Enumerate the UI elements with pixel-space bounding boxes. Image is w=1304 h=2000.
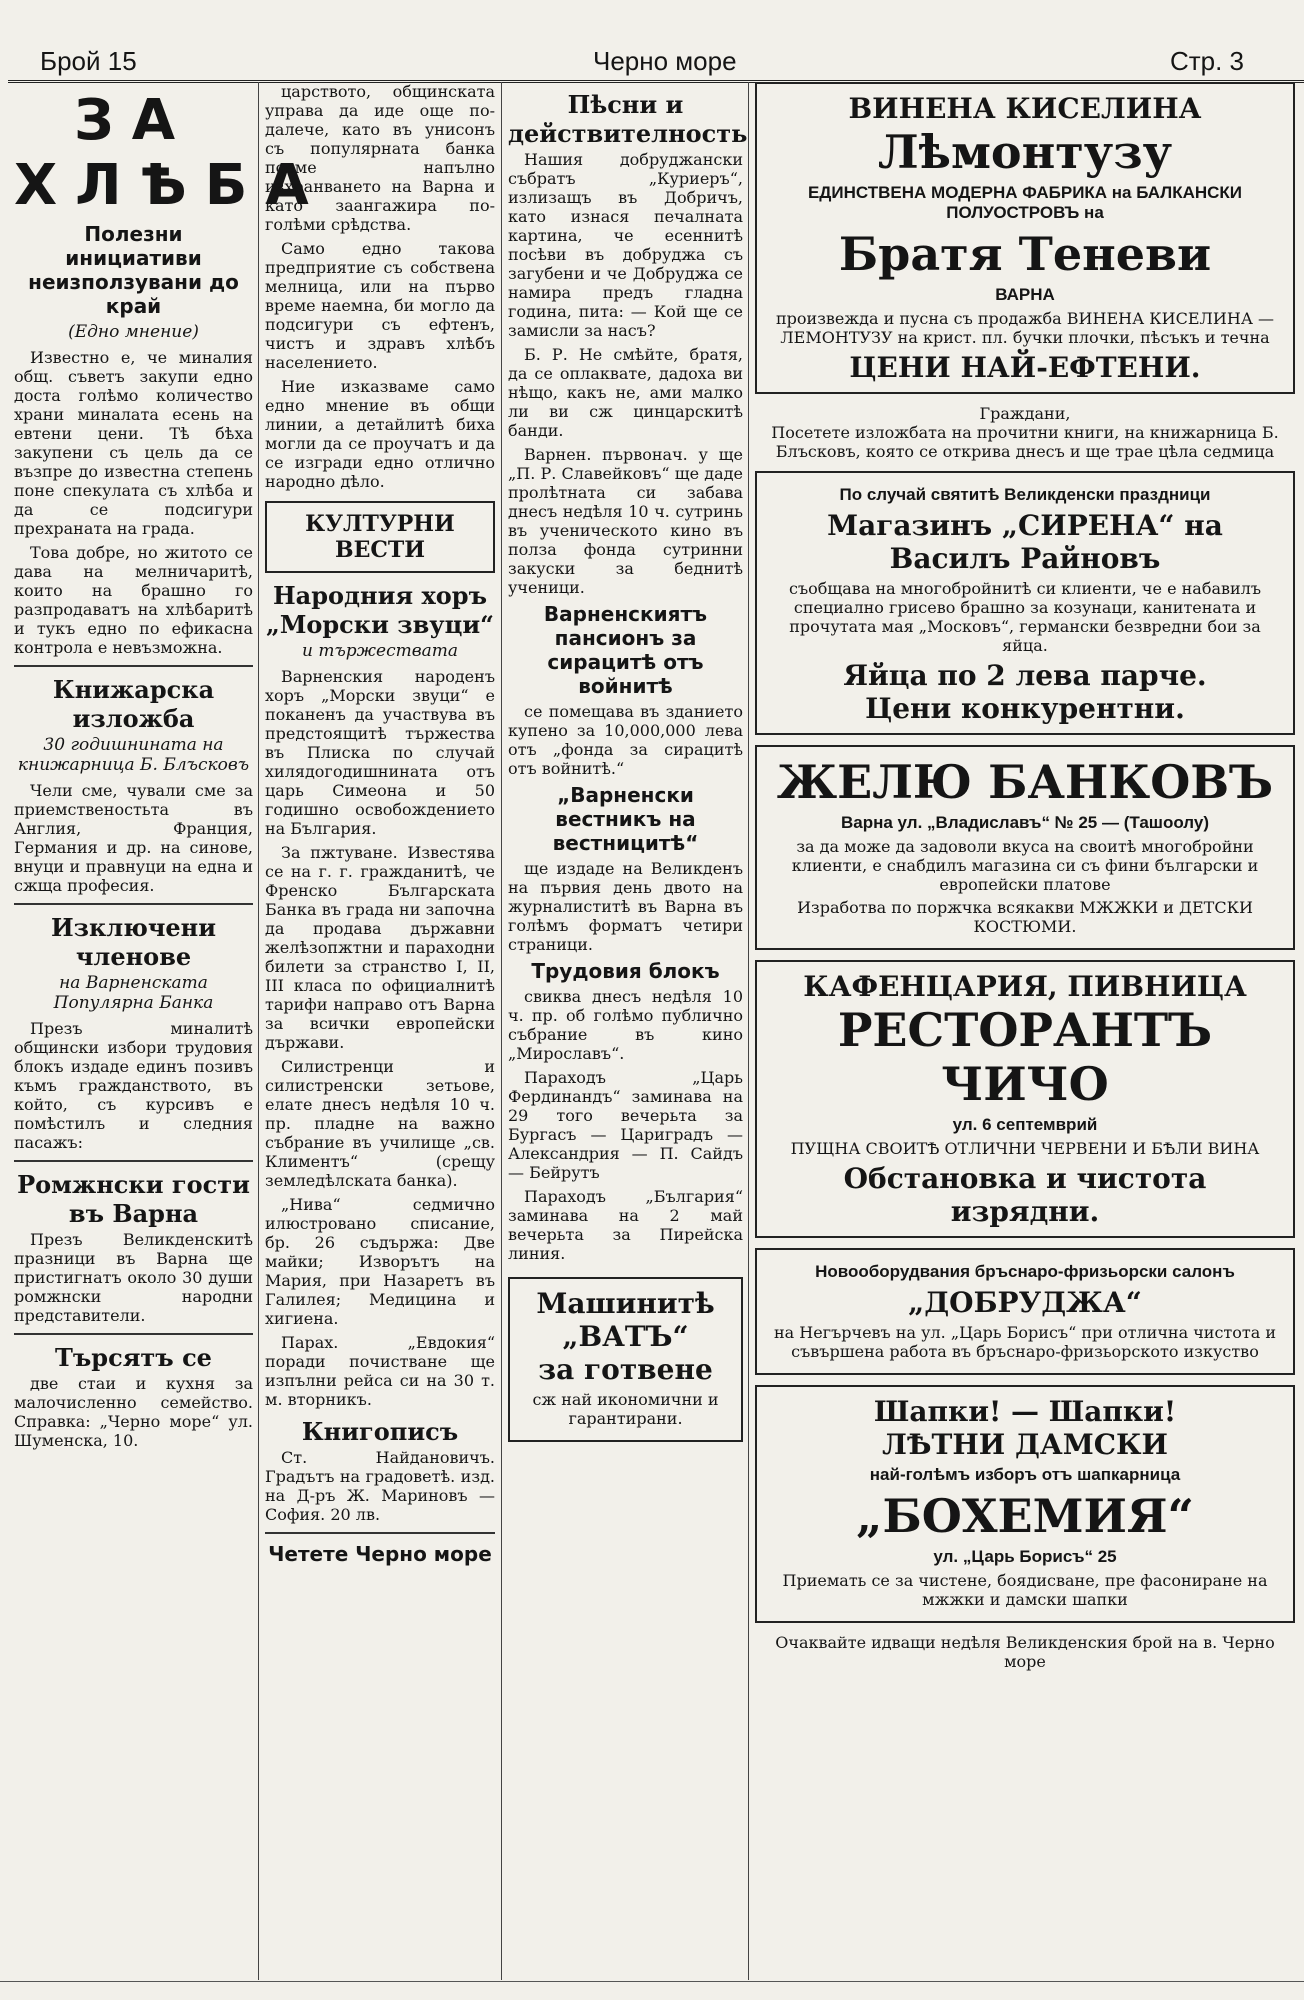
column-2 xyxy=(265,82,495,1980)
divider xyxy=(14,1333,253,1335)
book-exhibition-title: Книжарска изложба xyxy=(52,675,215,733)
article-paragraph: Презъ Великденскитѣ празници въ Варна ще пристигнатъ около 30 души ромжнски народни представители. xyxy=(14,1230,253,1325)
easter-issue-note: Очаквайте идващи недѣля Великденския брой на в. Черно море xyxy=(775,1633,1275,1671)
dobrudzha-name: „ДОБРУДЖА“ xyxy=(908,1286,1142,1319)
sirena-head: По случай святитѣ Великденски праздници xyxy=(839,485,1211,504)
sirena-text: съобщава на многобройнитѣ си клиенти, че е набавилъ специално грисево брашно за козунаци, канитената и прочутата мая „Московъ“, германски безвредни бои за яйца. xyxy=(788,579,1262,655)
pension-title: Варненскиятъ пансионъ за сирацитѣ отъ войнитѣ xyxy=(543,602,708,698)
bohemia-name: „БОХЕМИЯ“ xyxy=(856,1489,1194,1543)
sirena-price: Цени конкурентни. xyxy=(865,692,1185,725)
lemontuzu-city: ВАРНА xyxy=(995,285,1055,304)
sirena-advert xyxy=(755,471,1295,735)
opinion-note: (Едно мнение) xyxy=(68,322,199,342)
chicho-clean: Обстановка и чистота изрядни. xyxy=(843,1162,1207,1228)
stove-brand: „ВАТЪ“ xyxy=(562,1320,689,1353)
article-paragraph: Нашия добруджански събратъ „Куриеръ“, излизащъ въ Добричъ, като изнася печалната картина, че есеннитѣ посѣви въ добруджа съ загубени и че Добруджа се намира предъ гладна година, пита: — Кой ще се замисли за насъ? xyxy=(508,150,743,340)
article-paragraph: Варнен. първонач. у ще „П. Р. Славейковъ“ ще даде пролѣтната си забава днесъ недѣля 10 ч. сутринь въ ученическото кино въ полза фонда сутринни закуски за беднитѣ ученици. xyxy=(508,445,743,597)
article-paragraph: ще издаде на Великденъ на първия день двото на журналиститѣ въ Варна въ голѣмъ форматъ четири страници. xyxy=(508,859,743,954)
column-4-adverts xyxy=(755,82,1295,1980)
page-header xyxy=(8,40,1304,83)
lemontuzu-top: ВИНЕНА КИСЕЛИНА xyxy=(848,92,1202,125)
article-paragraph: свиква днесъ недѣля 10 ч. пр. об голѣмо публично събрание въ кино „Мирославъ“. xyxy=(508,987,743,1063)
bankov-name: ЖЕЛЮ БАНКОВЪ xyxy=(776,755,1274,809)
article-paragraph: Презъ миналитѣ общински избори трудовия блокъ издаде единъ позивъ къмъ гражданството, въ който, съ курсивъ е помѣстилъ и следния пасажъ: xyxy=(14,1019,253,1152)
divider xyxy=(14,903,253,905)
bohemia-advert xyxy=(755,1385,1295,1623)
column-3 xyxy=(508,82,748,1980)
page-number: Стр. 3 xyxy=(1169,46,1244,76)
article-paragraph: Само едно такова предприятие съ собствена мелница, или на първо време наемна, би могло да подсигури съ ефтенъ, чистъ и здравъ хлѣбъ населението. xyxy=(265,239,495,372)
lemontuzu-line: ЕДИНСТВЕНА МОДЕРНА ФАБРИКА на БАЛКАНСКИ ПОЛУОСТРОВЪ на xyxy=(807,183,1243,222)
stove-advert xyxy=(508,1277,743,1442)
main-subheadline: Полезни инициативи неизползувани до край xyxy=(28,222,239,318)
issue-number: Брой 15 xyxy=(40,46,137,76)
divider xyxy=(265,1532,495,1534)
divider xyxy=(14,1160,253,1162)
page-bottom-edge xyxy=(0,1981,1304,2000)
dobrudzha-text: на Негърчевъ на ул. „Царь Борисъ“ при отлична чистота и съвършена работа въ бръснаро-фризьорското изкуство xyxy=(773,1323,1277,1361)
dobrudzha-advert xyxy=(755,1248,1295,1375)
article-paragraph: две стаи и кухня за малочисленно семейство. Справка: „Черно море“ ул. Шуменска, 10. xyxy=(14,1374,253,1450)
bohemia-address: ул. „Царь Борисъ“ 25 xyxy=(933,1547,1117,1566)
stove-title: Машинитѣ xyxy=(536,1287,715,1320)
article-paragraph: Ние изказваме само едно мнение въ общи линии, а детайлитѣ биха могли да се проучатъ и да се изгради едно отлично народно дѣло. xyxy=(265,377,495,491)
lemontuzu-text: произвежда и пусна съ продажба ВИНЕНА КИСЕЛИНА — ЛЕМОНТУЗУ на крист. пл. бучки плочки, пѣсъкъ и течна xyxy=(775,309,1275,347)
article-paragraph: царството, общинската управа да иде още по-далече, като въ унисонъ съ популярната банка поеме напълно изхранването на Варна и като заангажира по-голѣми срѣдства. xyxy=(265,82,495,234)
stove-subtitle: за готвене xyxy=(538,1353,713,1386)
article-paragraph: Параходъ „България“ заминава на 2 май вечерьта за Пирейска линия. xyxy=(508,1187,743,1263)
lemontuzu-owner: Братя Теневи xyxy=(838,227,1212,281)
article-paragraph: Парах. „Евдокия“ поради почистване ще изпълни рейса си на 30 т. м. вторникъ. xyxy=(265,1333,495,1409)
sirena-shop: Магазинъ „СИРЕНА“ на Василъ Райновъ xyxy=(827,509,1223,575)
article-paragraph: Това добре, но житото се дава на мелничаритѣ, които на брашно го разпродаватъ на хлѣбаритѣ и тукъ едно по ефикасна контрола е невъзможна. xyxy=(14,543,253,657)
article-paragraph: Варненския народенъ хоръ „Морски звуци“ е поканенъ да участвува въ предстоящитѣ тържества въ Плиска по случай хилядогодишнината отъ царь Симеона и 50 годишно освобождението на България. xyxy=(265,667,495,838)
chicho-text: ПУЩНА СВОИТѢ ОТЛИЧНИ ЧЕРВЕНИ И БѢЛИ ВИНА xyxy=(790,1139,1260,1158)
chicho-name: РЕСТОРАНТЪ ЧИЧО xyxy=(837,1003,1213,1111)
chicho-advert xyxy=(755,960,1295,1238)
column-1 xyxy=(14,82,327,1980)
lemontuzu-brand: Лѣмонтузу xyxy=(877,125,1173,179)
bohemia-text: най-голѣмъ изборъ отъ шапкарница xyxy=(869,1465,1181,1484)
choir-subtitle: и тържествата xyxy=(302,641,458,661)
article-paragraph: Силистренци и силистренски зетьове, елате днесъ недѣля 10 ч. пр. пладне на важно събрание въ училище „св. Климентъ“ (срещу земледѣлската банка). xyxy=(265,1057,495,1190)
chicho-address: ул. 6 септемврий xyxy=(952,1115,1098,1134)
main-headline: ЗА ХЛѢБА xyxy=(14,88,327,218)
column-rule xyxy=(501,82,502,1980)
divider xyxy=(14,665,253,667)
citizens-text: Посетете изложбата на прочитни книги, на книжарница Б. Блъсковъ, която се открива днесъ и ще трае цѣла седмица xyxy=(771,423,1279,461)
books-section-title: Книгописъ xyxy=(301,1417,459,1446)
dobrudzha-top: Новооборудвания бръснаро-фризьорски салонъ xyxy=(815,1262,1235,1281)
article-paragraph: Ст. Найдановичъ. Градътъ на градоветѣ. изд. на Д-ръ Ж. Мариновъ — София. 20 лв. xyxy=(265,1448,495,1524)
book-exhibition-subtitle: 30 годишнината на книжарница Б. Блъсковъ xyxy=(17,735,250,775)
lemontuzu-price: ЦЕНИ НАЙ-ЕФТЕНИ. xyxy=(849,351,1201,384)
paper-name: Черно море xyxy=(593,46,737,76)
excluded-title: Изключени членове xyxy=(50,913,217,971)
chicho-top: КАФЕНЦАРИЯ, ПИВНИЦА xyxy=(803,970,1247,1003)
culture-news-banner: КУЛТУРНИ ВЕСТИ xyxy=(265,501,495,573)
lemontuzu-advert xyxy=(755,82,1295,394)
stove-text: сж най икономични и гарантирани. xyxy=(532,1390,719,1428)
read-slogan: Четете Черно море xyxy=(268,1542,492,1566)
romanian-guests-title: Ромжнски гости въ Варна xyxy=(17,1170,250,1228)
article-paragraph: се помещава въ зданието купено за 10,000,000 лева отъ „фонда за сирацитѣ отъ войнитѣ.“ xyxy=(508,702,743,778)
songs-reality-title: Пѣсни и действителность xyxy=(508,90,748,148)
article-paragraph: Параходъ „Царь Фердинандъ“ заминава на 29 того вечерьта за Бургасъ — Цариградъ — Александрия — П. Сайдъ — Бейрутъ xyxy=(508,1068,743,1182)
bankov-more: Изработва по поржчка всякакви МЖЖКИ и ДЕТСКИ КОСТЮМИ. xyxy=(797,898,1253,936)
citizens-heading: Граждани, xyxy=(979,404,1071,423)
article-paragraph: Чели сме, чували сме за приемственостьта въ Англия, Франция, Германия и др. на синове, внуци и правнуци на една и сжща професия. xyxy=(14,781,253,895)
article-paragraph: Б. Р. Не смѣйте, братя, да се оплаквате, дадоха ви нѣщо, какъ не, ами малко ли ви сж цинцарскитѣ банди. xyxy=(508,345,743,440)
choir-title: Народния хоръ „Морски звуци“ xyxy=(266,581,494,639)
column-rule xyxy=(748,82,749,1980)
column-rule xyxy=(258,82,259,1980)
bohemia-top: Шапки! — Шапки! xyxy=(873,1395,1177,1428)
article-paragraph: Известно е, че миналия общ. съветъ закупи едно доста голѣмо количество храни миналата есень на евтени цени. Тѣ бѣха закупени съ цель да се възпре до известна степень поне спекулата съ хлѣба и да се подсигури прехраната на града. xyxy=(14,348,253,538)
wanted-title: Търсятъ се xyxy=(55,1343,212,1372)
bankov-advert xyxy=(755,745,1295,950)
press-title: „Варненски вестникъ на вестницитѣ“ xyxy=(552,783,699,855)
article-paragraph: „Нива“ седмично илюстровано списание, бр. 26 съдържа: Две майки; Изворътъ на Мария, при Назаретъ въ Галилея; Медицина и хигиена. xyxy=(265,1195,495,1328)
labor-block-title: Трудовия блокъ xyxy=(531,959,720,983)
bohemia-more: Приемать се за чистене, боядисване, пре фасониране на мжжки и дамски шапки xyxy=(782,1571,1268,1609)
bankov-address: Варна ул. „Владиславъ“ № 25 — (Ташоолу) xyxy=(841,813,1209,832)
article-paragraph: За пжтуване. Известява се на г. г. гражданитѣ, че Френско Българската Банка въ града ни започна да продава държавни желѣзопжтни и параходни билети за странство I, II, III класа по официалнитѣ тарифи направо отъ Варна за всички европейски държави. xyxy=(265,843,495,1052)
excluded-subtitle: на Варненската Популярна Банка xyxy=(53,973,214,1013)
bankov-text: за да може да задоволи вкуса на своитѣ многобройни клиенти, е снабдилъ магазина си съ фини български и европейски платове xyxy=(791,837,1259,894)
bohemia-sub: ЛѢТНИ ДАМСКИ xyxy=(882,1428,1168,1461)
sirena-eggs: Яйца по 2 лева парче. xyxy=(843,659,1207,692)
